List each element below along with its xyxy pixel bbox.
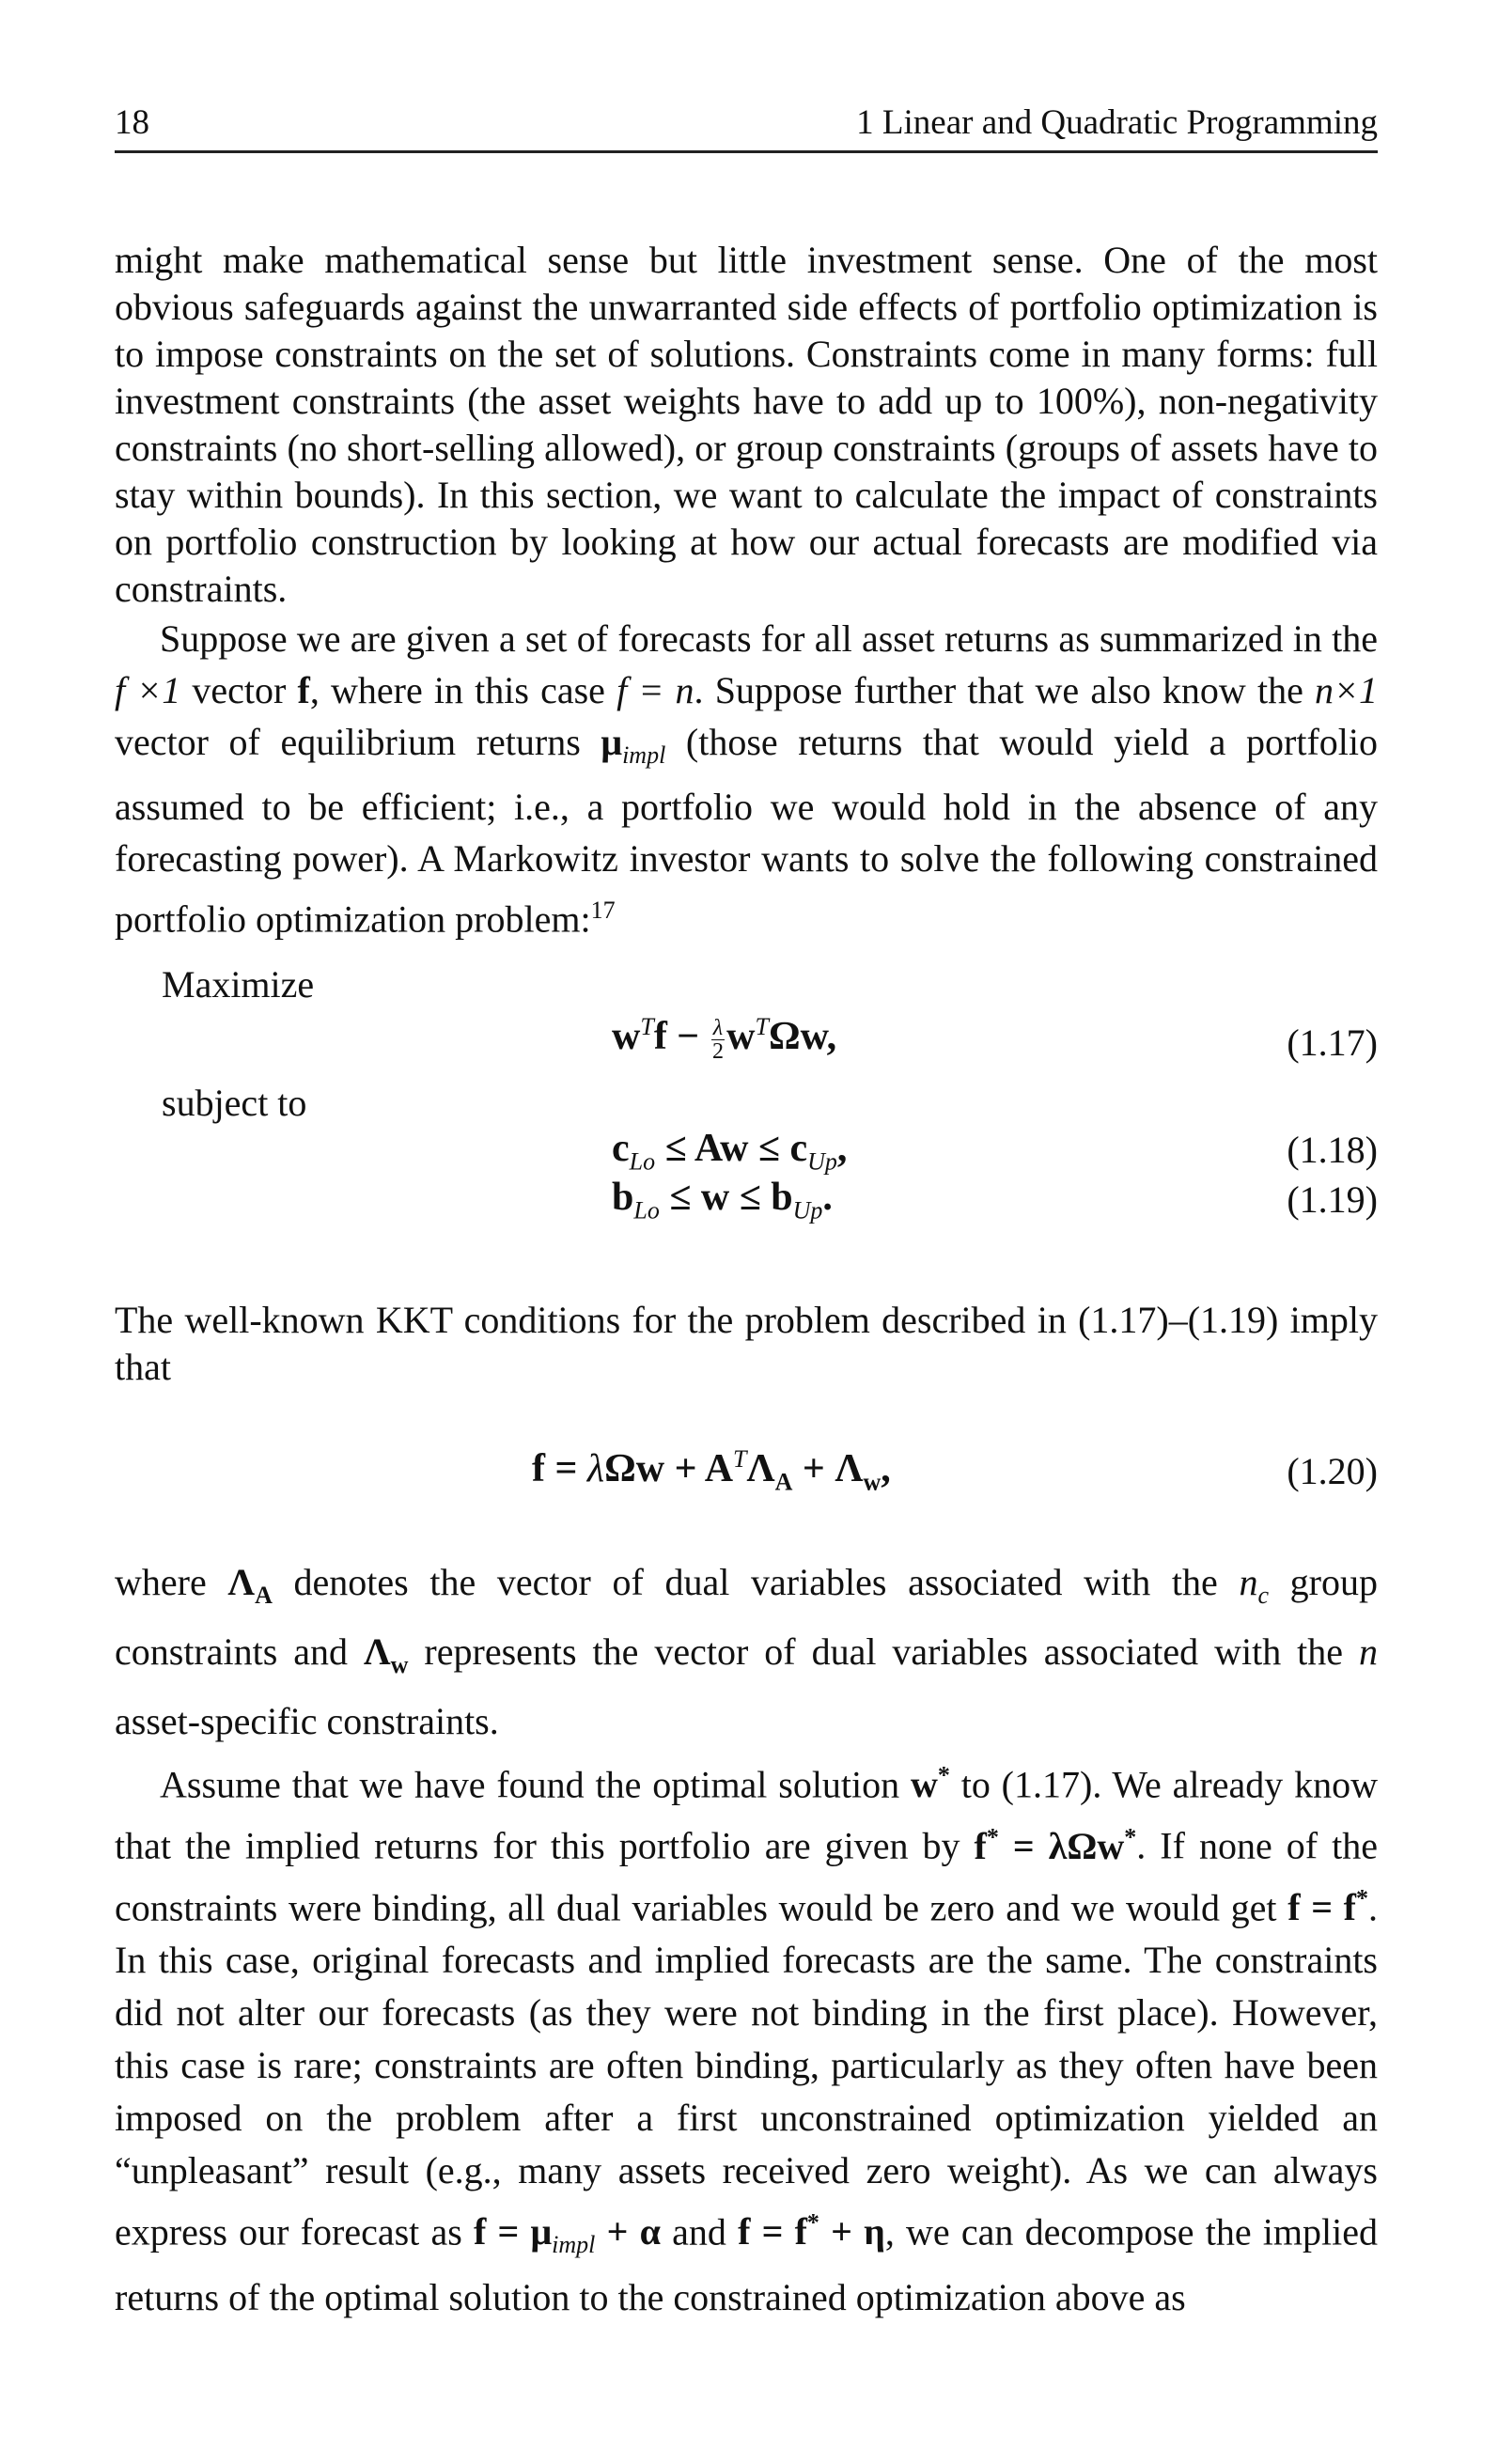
paragraph-5: Assume that we have found the optimal solution w* to (1.17). We already know that the implied returns for this portfolio are given by f* = λΩw*. If none of the constraints were binding, all dual variables would be zero and we would get f = f*. In this case, original forecasts and implied forecasts are the same. The constraints did not alter our forecasts (as they were not binding in the first place). However, this case is rare; constraints are often binding, particularly as they often have been imposed on the problem after a first unconstrained optimization yielded an “unpleasant” result (e.g., many assets received zero weight). As we can always express our forecast as $f = \mu_{impl} + \alpha$ and f = f* + η, we can decompose the implied returns of the optimal solution to the constrained optimization above as [115, 1762, 1379, 2319]
equation-number-1-17: (1.17) [1287, 1021, 1378, 1064]
math-f-eq-mu-alpha: $f = \mu_{impl} + \alpha$ [473, 2210, 661, 2259]
subject-to-label: subject to [162, 1082, 307, 1124]
running-head: 1 Linear and Quadratic Programming [856, 103, 1378, 142]
fraction-lambda-over-2: $\frac{\lambda}{2}$ [711, 1015, 724, 1064]
body-text-top [115, 237, 1378, 944]
body-text-kkt [115, 1297, 1378, 1391]
math-lambda-w: $\Lambda_w$ [364, 1630, 409, 1678]
page-number: 18 [115, 103, 149, 142]
math-n: n [1359, 1630, 1379, 1673]
paragraph-4: where $\Lambda_A$ denotes the vector of dual variables associated with the $n_c$ group constraints and $\Lambda_w$ represents the vector of dual variables associated with the n asset-specific constraints. [115, 1561, 1379, 1742]
math-f-eq-fstar-eta: f = f* + η [738, 2208, 885, 2253]
paragraph-1: might make mathematical sense but little investment sense. One of the most obvious safeguards against the unwarranted side effects of portfolio optimization is to impose constraints on the set of solutions. Constraints come in many forms: full investment constraints (the asset weights have to add up to 100%), non-negativity constraints (no short-selling allowed), or group constraints (groups of assets have to stay within bounds). In this section, we want to calculate the impact of constraints on portfolio construction by looking at how our actual forecasts are modified via constraints. [115, 239, 1378, 610]
math-f-vector: f [297, 669, 310, 711]
math-n-c: $n_c$ [1239, 1561, 1269, 1609]
maximize-label: Maximize [162, 963, 315, 1006]
math-f-eq-fstar: f = f* [1287, 1884, 1369, 1928]
paragraph-2: Suppose we are given a set of forecasts for all asset returns as summarized in the f ×1 vector f, where in this case f = n. Suppose further that we also know the n×1 vector of equilibrium returns $\mu_{impl}$ (those returns that would yield a portfolio assumed to be efficient; i.e., a portfolio we would hold in the absence of any forecasting power). A Markowitz investor wants to solve the following constrained portfolio optimization problem:$^{17}$ [115, 617, 1378, 941]
math-lambda-a: $\Lambda_A$ [227, 1561, 273, 1609]
math-f-by-1: f ×1 [115, 669, 181, 711]
equation-number-1-19: (1.19) [1287, 1178, 1378, 1221]
equation-1-19: $b_{Lo} \le w \le b_{Up}$. [612, 1176, 833, 1224]
page-header [115, 96, 1378, 153]
equation-1-17: $w^Tf$ − $\frac{\lambda}{2}$ $w^T\Omega w$, [612, 1013, 837, 1064]
footnote-marker: 17 [590, 897, 616, 924]
body-text-bottom [115, 1554, 1378, 2324]
math-f-eq-n: f = n [616, 669, 694, 711]
math-f-star-expr: f* = λΩw* [974, 1823, 1137, 1867]
math-n-by-1: n×1 [1315, 669, 1378, 711]
math-w-star: w* [911, 1762, 950, 1806]
equation-1-18: $c_{Lo} \le Aw \le c_{Up}$, [612, 1127, 848, 1176]
paragraph-3: The well-known KKT conditions for the problem described in (1.17)–(1.19) imply that [115, 1299, 1378, 1388]
equation-number-1-18: (1.18) [1287, 1129, 1378, 1171]
equation-1-20: $f = \lambda\Omega w + A^T\Lambda_A + \Lambda_w$, [532, 1445, 891, 1496]
math-mu-impl: $\mu_{impl}$ [601, 721, 666, 769]
equation-number-1-20: (1.20) [1287, 1450, 1378, 1492]
